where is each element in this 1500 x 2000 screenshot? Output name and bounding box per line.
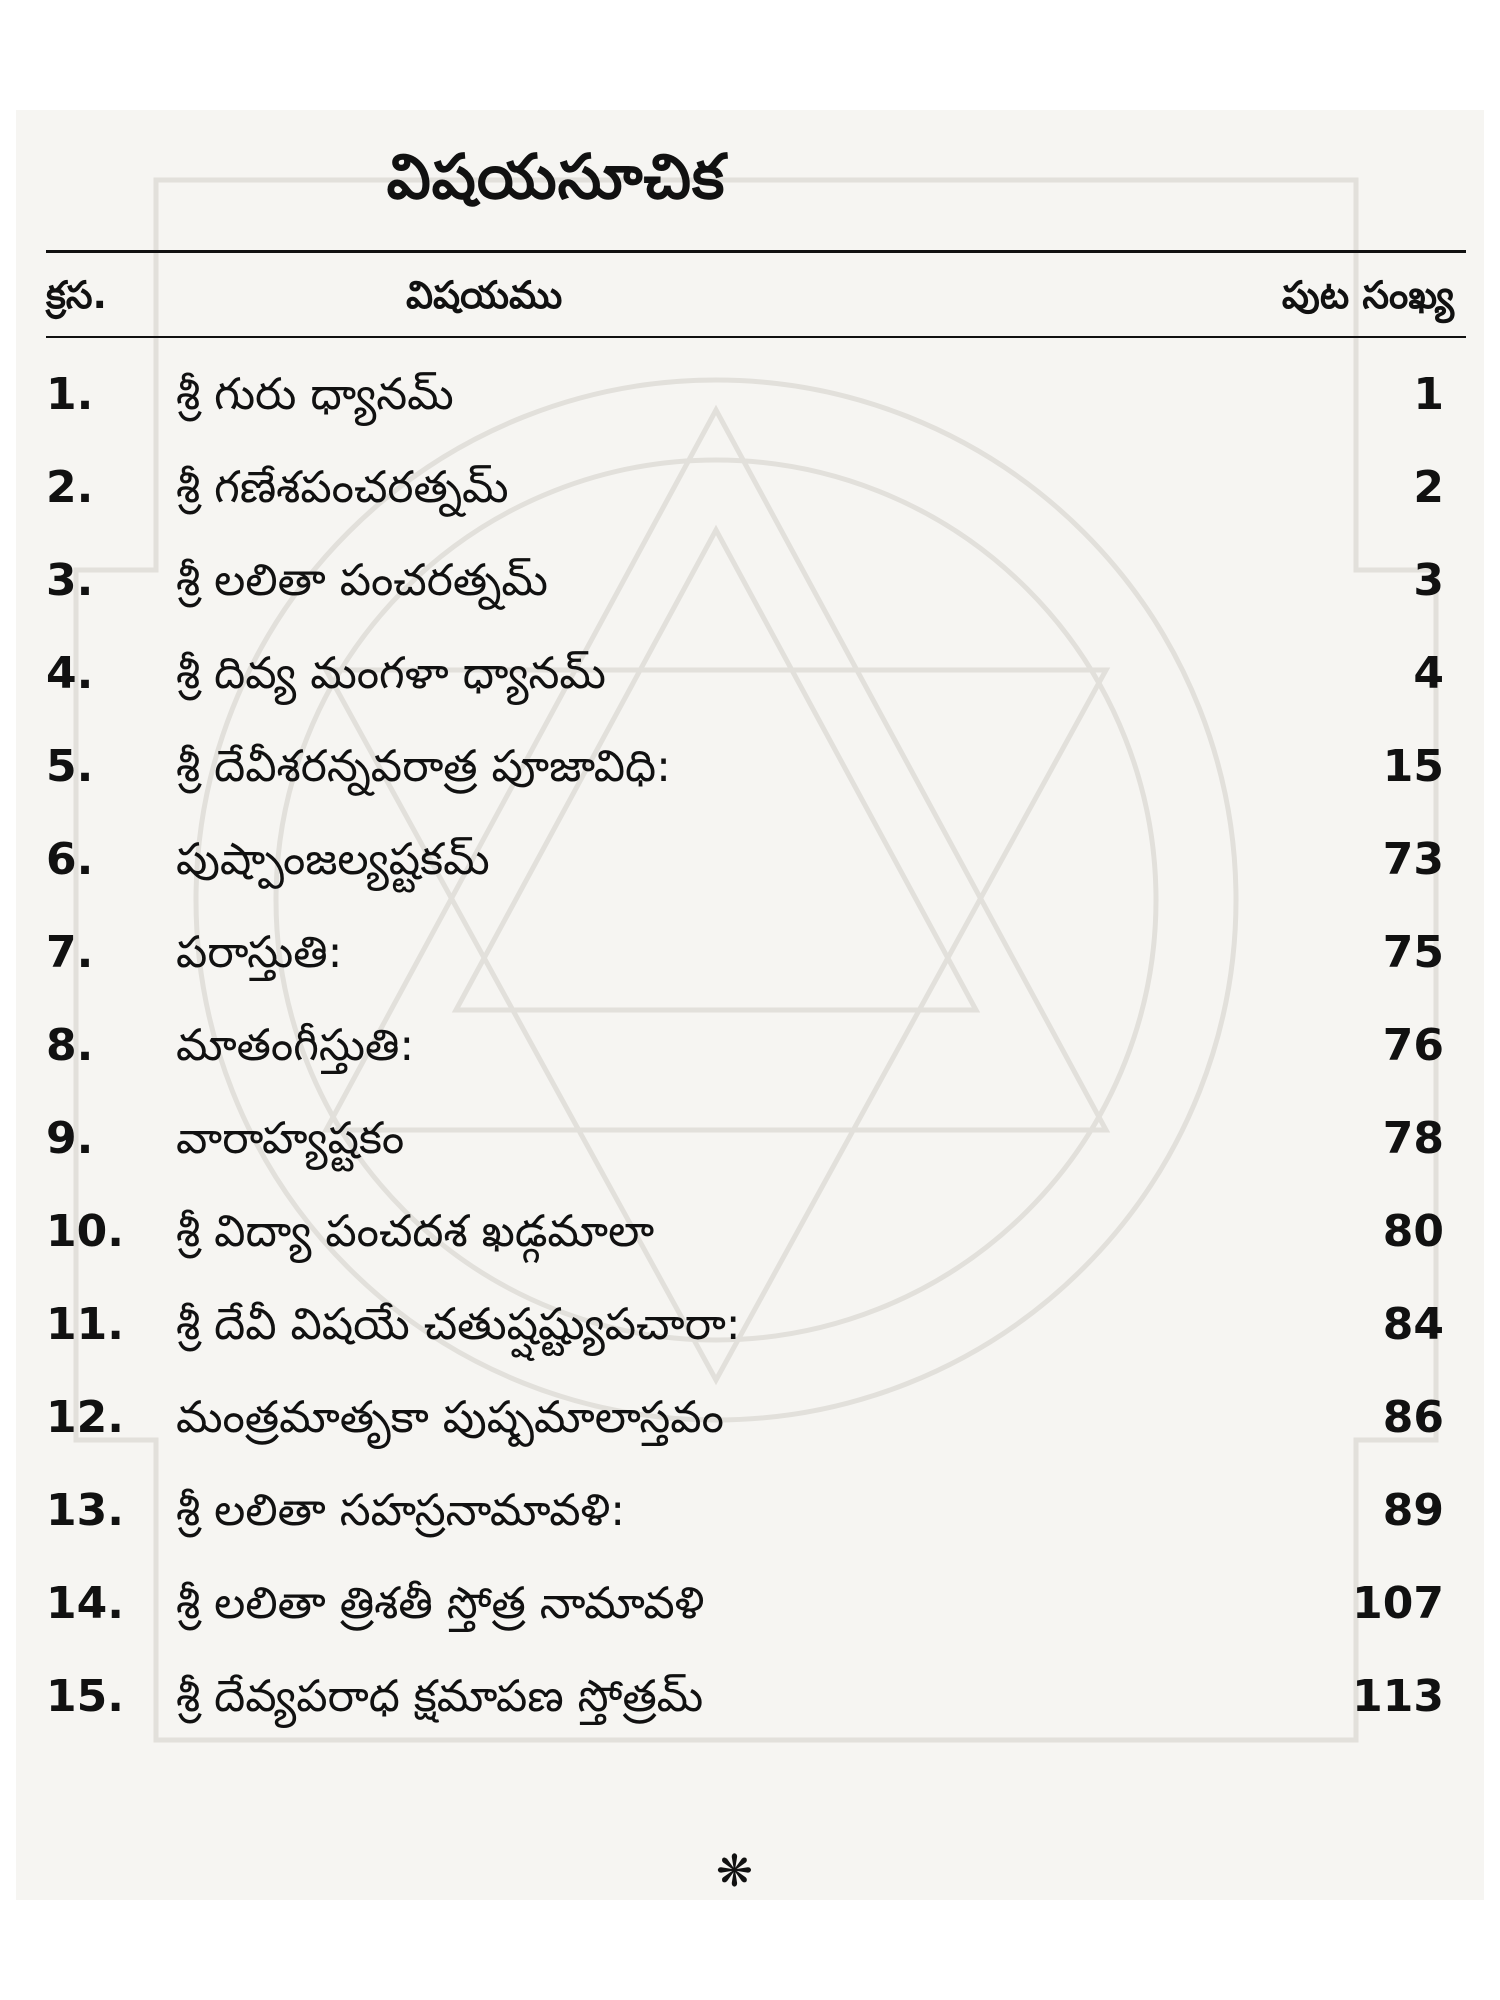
toc-row	[16, 820, 1484, 900]
entry-number: 2.	[46, 462, 94, 513]
entry-number: 11.	[46, 1299, 124, 1350]
entry-title: శ్రీ లలితా త్రిశతీ స్తోత్ర నామావళి	[176, 1578, 705, 1629]
entry-page: 89	[1382, 1485, 1444, 1536]
entry-page: 4	[1413, 648, 1444, 699]
entry-number: 12.	[46, 1392, 124, 1443]
entry-page: 73	[1382, 834, 1444, 885]
entry-page: 107	[1352, 1578, 1444, 1629]
toc-row	[16, 355, 1484, 435]
entry-title: శ్రీ దేవ్యపరాధ క్షమాపణ స్తోత్రమ్	[176, 1671, 704, 1722]
entry-number: 15.	[46, 1671, 124, 1722]
toc-row	[16, 913, 1484, 993]
entry-page: 86	[1382, 1392, 1444, 1443]
entry-number: 1.	[46, 369, 94, 420]
entry-title: శ్రీ దేవీశరన్నవరాత్ర పూజావిధి:	[176, 741, 671, 792]
entry-number: 9.	[46, 1113, 94, 1164]
entry-title: పుష్పాంజల్యష్టకమ్	[176, 834, 490, 885]
entry-number: 10.	[46, 1206, 124, 1257]
header-page-number: పుట సంఖ్య	[1281, 273, 1454, 317]
entry-number: 4.	[46, 648, 94, 699]
toc-row	[16, 448, 1484, 528]
entry-number: 14.	[46, 1578, 124, 1629]
toc-row	[16, 727, 1484, 807]
entry-page: 15	[1382, 741, 1444, 792]
entry-title: వారాహ్యష్టకం	[176, 1113, 405, 1164]
entry-title: శ్రీ గురు ధ్యానమ్	[176, 369, 454, 420]
toc-row	[16, 634, 1484, 714]
header-subject: విషయము	[406, 273, 563, 317]
entry-number: 3.	[46, 555, 94, 606]
entry-page: 84	[1382, 1299, 1444, 1350]
book-page	[16, 110, 1484, 1900]
entry-title: శ్రీ దేవీ విషయే చతుష్షష్ట్యుపచారా:	[176, 1299, 741, 1350]
toc-row	[16, 1192, 1484, 1272]
header-serial: క్రస.	[46, 273, 107, 317]
entry-page: 3	[1413, 555, 1444, 606]
toc-row	[16, 1285, 1484, 1365]
toc-row	[16, 1378, 1484, 1458]
entry-page: 80	[1382, 1206, 1444, 1257]
toc-row	[16, 1099, 1484, 1179]
entry-page: 76	[1382, 1020, 1444, 1071]
flourish-ornament-icon: ❋	[716, 1846, 753, 1897]
entry-page: 78	[1382, 1113, 1444, 1164]
header-bottom-rule	[46, 336, 1466, 338]
toc-row	[16, 1657, 1484, 1737]
entry-title: పరాస్తుతి:	[176, 927, 343, 978]
page-title: విషయసూచిక	[386, 140, 726, 213]
entry-page: 75	[1382, 927, 1444, 978]
entry-number: 8.	[46, 1020, 94, 1071]
entry-number: 5.	[46, 741, 94, 792]
toc-row	[16, 541, 1484, 621]
entry-title: శ్రీ లలితా పంచరత్నమ్	[176, 555, 548, 606]
entry-number: 13.	[46, 1485, 124, 1536]
entry-title: మంత్రమాతృకా పుష్పమాలాస్తవం	[176, 1392, 724, 1443]
entry-title: మాతంగీస్తుతి:	[176, 1020, 415, 1071]
entry-title: శ్రీ లలితా సహస్రనామావళి:	[176, 1485, 626, 1536]
entry-page: 2	[1413, 462, 1444, 513]
entry-page: 1	[1413, 369, 1444, 420]
header-top-rule	[46, 250, 1466, 253]
entry-title: శ్రీ విద్యా పంచదశ ఖడ్గమాలా	[176, 1206, 655, 1257]
toc-row	[16, 1471, 1484, 1551]
entry-title: శ్రీ దివ్య మంగళా ధ్యానమ్	[176, 648, 606, 699]
entry-title: శ్రీ గణేశపంచరత్నమ్	[176, 462, 509, 513]
entry-page: 113	[1352, 1671, 1444, 1722]
toc-row	[16, 1006, 1484, 1086]
entry-number: 7.	[46, 927, 94, 978]
entry-number: 6.	[46, 834, 94, 885]
toc-row	[16, 1564, 1484, 1644]
